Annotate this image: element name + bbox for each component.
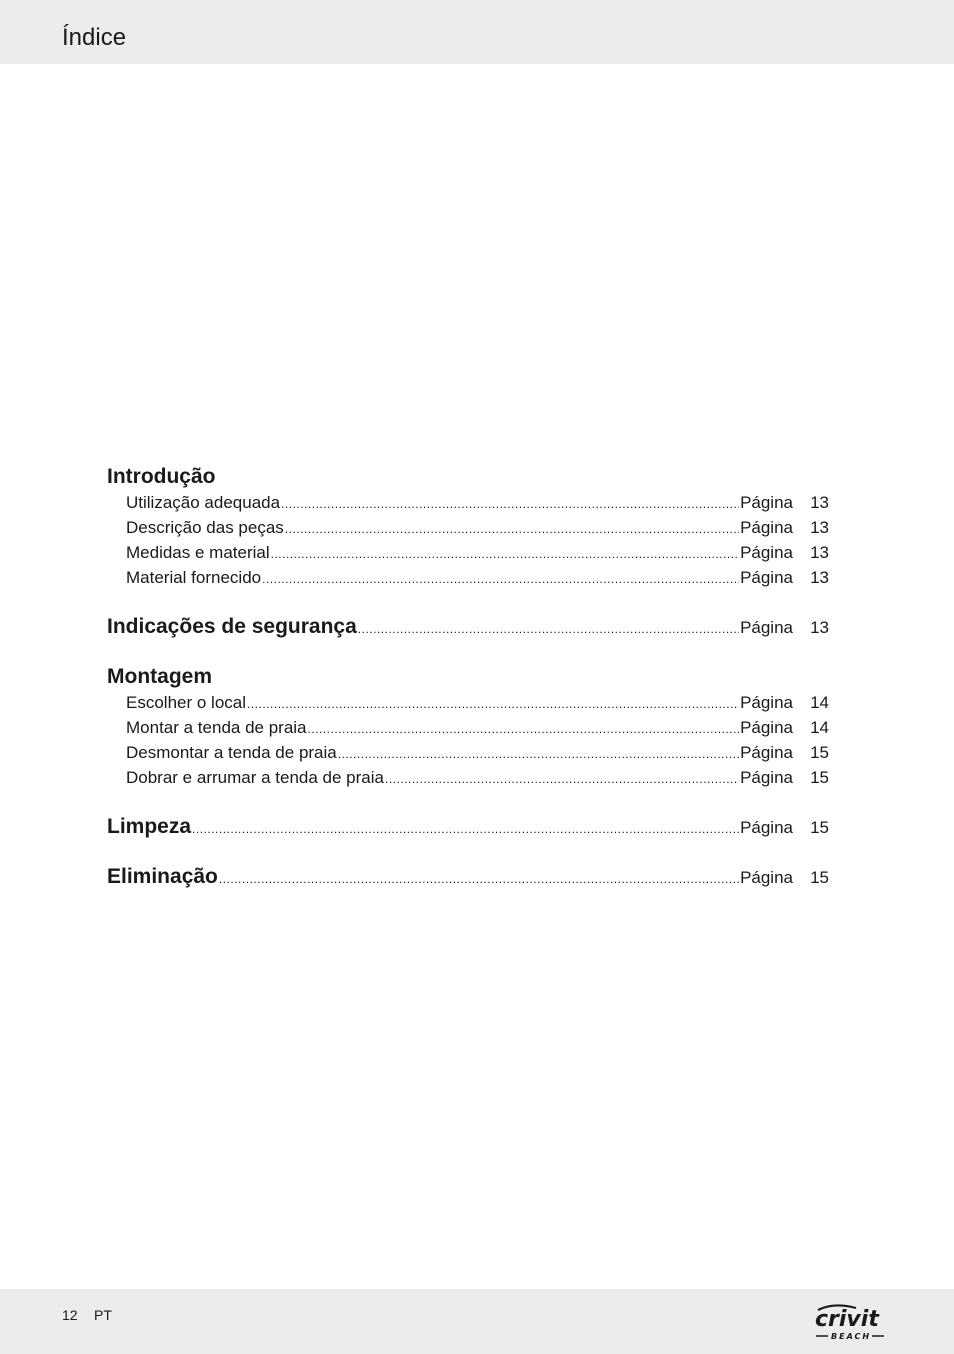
logo-subtext: BEACH xyxy=(831,1332,872,1341)
toc-page-number: 13 xyxy=(810,493,829,512)
toc-page-word: Página xyxy=(740,743,793,762)
page-number: 12 xyxy=(62,1307,78,1323)
dot-leader xyxy=(308,717,740,742)
toc-entry[interactable] xyxy=(107,540,829,565)
dot-leader xyxy=(262,567,739,592)
toc-section-title: Limpeza xyxy=(107,815,192,838)
toc-entry-main[interactable] xyxy=(107,614,829,640)
toc-page-word: Página xyxy=(740,618,793,637)
toc-entry[interactable] xyxy=(107,740,829,765)
toc-page-word: Página xyxy=(740,868,793,887)
toc-entry-label: Escolher o local xyxy=(126,693,247,712)
dot-leader xyxy=(219,866,739,892)
toc-page-number: 14 xyxy=(810,718,829,737)
header-band xyxy=(0,0,954,64)
toc-page-number: 13 xyxy=(810,518,829,537)
toc-entry-label: Montar a tenda de praia xyxy=(126,718,307,737)
toc-entry-label: Dobrar e arrumar a tenda de praia xyxy=(126,768,384,787)
toc-page-number: 13 xyxy=(810,543,829,562)
toc-page-word: Página xyxy=(740,693,793,712)
toc-page-number: 15 xyxy=(810,868,829,887)
toc-entry-main[interactable] xyxy=(107,864,829,890)
toc-entry-label: Utilização adequada xyxy=(126,493,281,512)
section-spacer xyxy=(107,640,829,664)
dot-leader xyxy=(281,492,739,517)
dot-leader xyxy=(271,542,739,567)
section-spacer xyxy=(107,590,829,614)
toc-entry[interactable] xyxy=(107,515,829,540)
toc-page-word: Página xyxy=(740,718,793,737)
toc-entry[interactable] xyxy=(107,690,829,715)
toc-entry-main[interactable] xyxy=(107,814,829,840)
dot-leader xyxy=(338,742,739,767)
page-title: Índice xyxy=(62,24,127,51)
toc-page-number: 14 xyxy=(810,693,829,712)
toc-section-title: Indicações de segurança xyxy=(107,615,357,638)
logo-text: crivit xyxy=(815,1307,879,1332)
toc-section-title: Introdução xyxy=(107,465,216,488)
toc-entry[interactable] xyxy=(107,765,829,790)
toc-page-number: 13 xyxy=(810,568,829,587)
toc-page-number: 13 xyxy=(810,618,829,637)
toc-entry-label: Medidas e material xyxy=(126,543,270,562)
toc-page-number: 15 xyxy=(810,743,829,762)
toc-section-title: Montagem xyxy=(107,665,212,688)
toc-page-word: Página xyxy=(740,543,793,562)
toc-page-number: 15 xyxy=(810,768,829,787)
dot-leader xyxy=(358,616,739,642)
toc-page-word: Página xyxy=(740,818,793,837)
table-of-contents xyxy=(107,464,829,890)
toc-page-word: Página xyxy=(740,518,793,537)
toc-entry-label: Descrição das peças xyxy=(126,518,284,537)
dot-leader xyxy=(247,692,739,717)
crivit-beach-logo xyxy=(812,1300,892,1344)
section-spacer xyxy=(107,840,829,864)
toc-page-number: 15 xyxy=(810,818,829,837)
toc-entry[interactable] xyxy=(107,490,829,515)
language-code: PT xyxy=(94,1307,112,1323)
toc-page-word: Página xyxy=(740,568,793,587)
toc-section-title: Eliminação xyxy=(107,865,218,888)
toc-page-word: Página xyxy=(740,493,793,512)
section-spacer xyxy=(107,790,829,814)
toc-entry[interactable] xyxy=(107,565,829,590)
dot-leader xyxy=(285,517,739,542)
toc-entry-label: Material fornecido xyxy=(126,568,262,587)
footer-band xyxy=(0,1289,954,1354)
toc-entry-label: Desmontar a tenda de praia xyxy=(126,743,337,762)
toc-entry[interactable] xyxy=(107,715,829,740)
toc-page-word: Página xyxy=(740,768,793,787)
dot-leader xyxy=(192,816,739,842)
dot-leader xyxy=(385,767,739,792)
